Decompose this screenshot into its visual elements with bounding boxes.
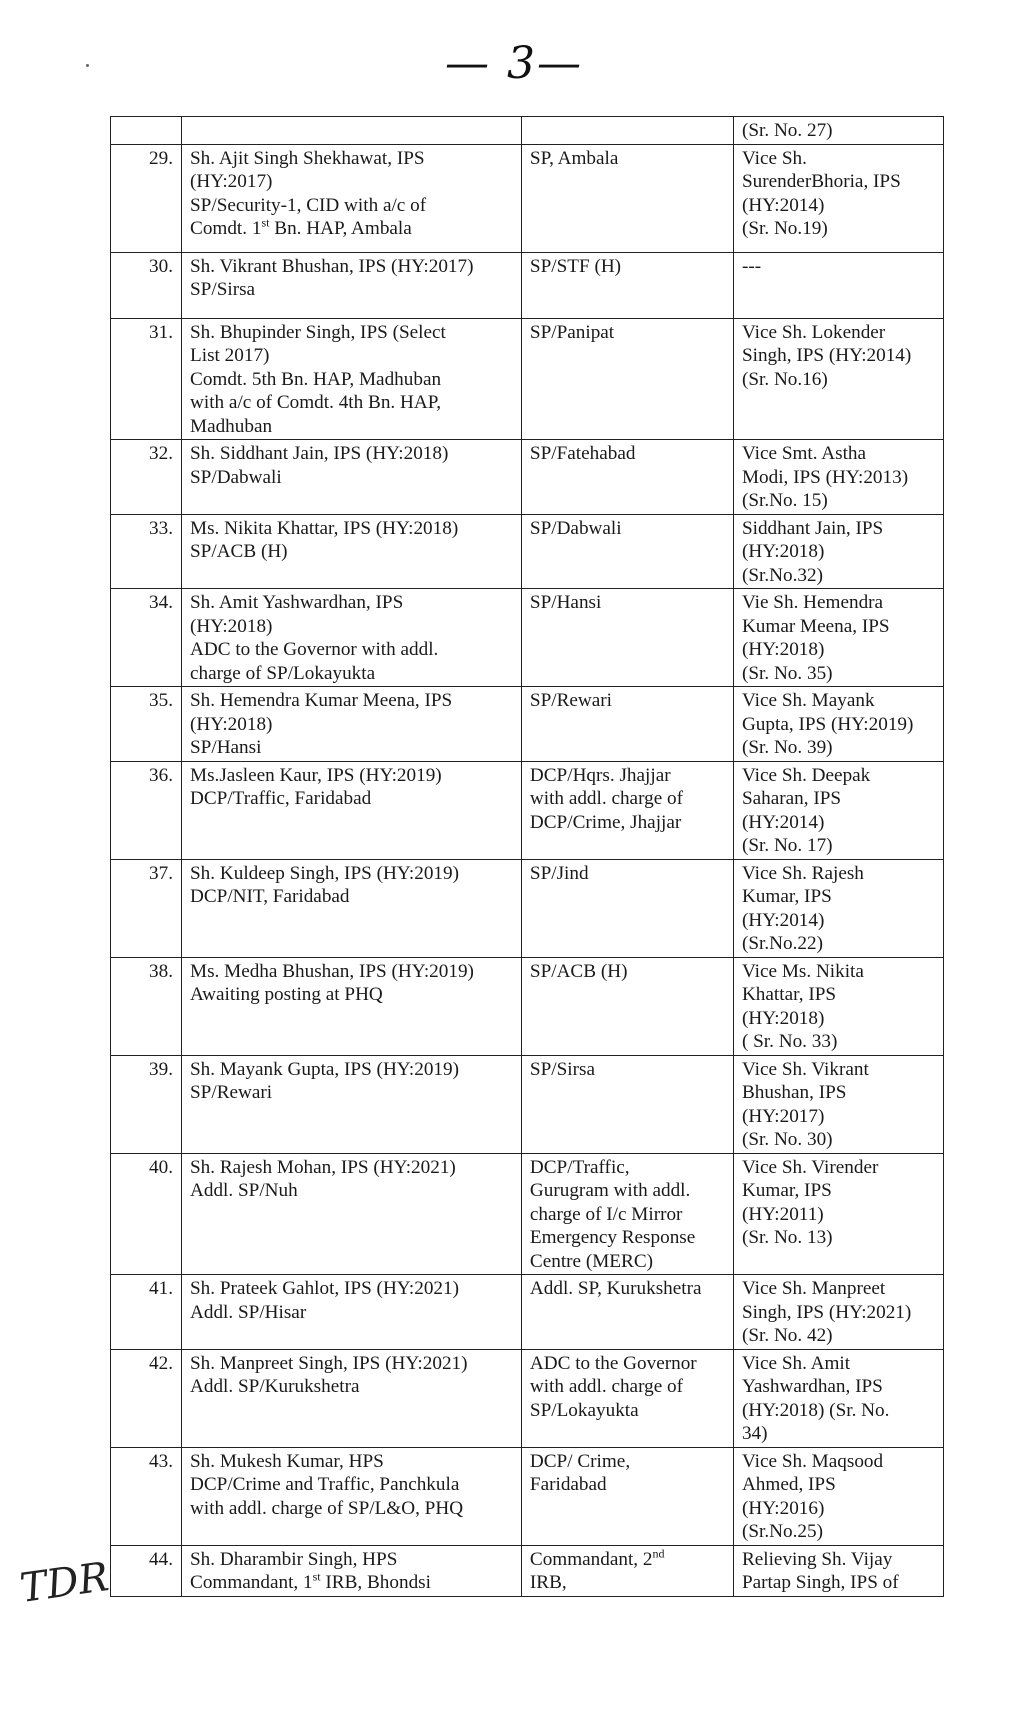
table-row bbox=[111, 1349, 944, 1447]
serial-number-cell: 39. bbox=[111, 1055, 182, 1153]
table-row bbox=[111, 440, 944, 515]
cell-line: Saharan, IPS bbox=[741, 788, 842, 809]
cell-line: DCP/Crime, Jhajjar bbox=[529, 811, 682, 833]
ordinal-suffix: nd bbox=[652, 1546, 665, 1561]
posting-cell bbox=[521, 859, 733, 957]
remarks-cell bbox=[733, 957, 943, 1055]
cell-line: DCP/Hqrs. Jhajjar bbox=[529, 764, 671, 786]
cell-line: (HY:2014) bbox=[741, 909, 825, 931]
cell-line: (HY:2014) bbox=[741, 194, 825, 216]
officer-cell bbox=[182, 1349, 522, 1447]
cell-line: Comdt. 5th Bn. HAP, Madhuban bbox=[190, 368, 442, 390]
cell-line: Emergency Response bbox=[529, 1227, 696, 1248]
cell-line: (Sr. No. 35) bbox=[741, 662, 833, 684]
serial-number-cell: 44. bbox=[111, 1545, 182, 1596]
serial-number-cell: 29. bbox=[111, 144, 182, 252]
cell-line: DCP/ Crime, bbox=[529, 1450, 631, 1472]
cell-line: Vice Sh. Amit bbox=[741, 1352, 851, 1374]
cell-line: Kumar, IPS bbox=[741, 1180, 832, 1201]
table-row bbox=[111, 1275, 944, 1350]
remarks-cell bbox=[733, 318, 943, 440]
cell-line: Kumar Meena, IPS bbox=[741, 615, 890, 637]
cell-line: Sh. Hemendra Kumar Meena, IPS bbox=[190, 690, 453, 711]
cell-line: Sh. Manpreet Singh, IPS (HY:2021) bbox=[190, 1352, 468, 1374]
officer-cell bbox=[182, 1153, 522, 1275]
cell-line: (HY:2018) bbox=[190, 615, 273, 637]
cell-line: (HY:2011) bbox=[741, 1203, 824, 1225]
cell-line: IRB, bbox=[529, 1572, 567, 1593]
cell-line: SP/Rewari bbox=[190, 1082, 273, 1103]
cell-line: Commandant, 1st IRB, Bhondsi bbox=[190, 1569, 431, 1593]
remarks-cell bbox=[733, 687, 943, 762]
cell-line: Madhuban bbox=[190, 415, 273, 437]
posting-cell bbox=[521, 514, 733, 589]
cell-line: Vice Sh. Manpreet bbox=[741, 1278, 886, 1299]
cell-line: SP/STF (H) bbox=[529, 255, 622, 277]
remarks-cell bbox=[733, 1055, 943, 1153]
cell-line: (Sr.No.22) bbox=[741, 933, 823, 954]
remarks-cell bbox=[733, 859, 943, 957]
cell-line: (Sr. No. 17) bbox=[741, 835, 833, 856]
cell-line: SP/Sirsa bbox=[529, 1058, 595, 1080]
cell-line: Vie Sh. Hemendra bbox=[741, 592, 884, 613]
remarks-cell bbox=[733, 761, 943, 859]
posting-cell bbox=[521, 1153, 733, 1275]
cell-line: Sh. Prateek Gahlot, IPS (HY:2021) bbox=[190, 1278, 459, 1299]
cell-line: (HY:2016) bbox=[741, 1497, 825, 1519]
posting-cell bbox=[521, 589, 733, 687]
cell-line: SP/Panipat bbox=[529, 321, 615, 343]
cell-line: DCP/NIT, Faridabad bbox=[190, 886, 350, 907]
posting-cell bbox=[521, 318, 733, 440]
cell-line: SP/Jind bbox=[529, 862, 589, 884]
cell-line: Ms. Nikita Khattar, IPS (HY:2018) bbox=[190, 517, 459, 539]
cell-line: with addl. charge of SP/L&O, PHQ bbox=[190, 1497, 464, 1519]
cell-line: Gupta, IPS (HY:2019) bbox=[741, 713, 914, 735]
table-row bbox=[111, 957, 944, 1055]
serial-number-cell: 37. bbox=[111, 859, 182, 957]
cell-line: (HY:2018) bbox=[190, 713, 273, 735]
cell-line: Vice Ms. Nikita bbox=[741, 960, 864, 982]
remarks-cell bbox=[733, 1349, 943, 1447]
cell-line: 34) bbox=[741, 1423, 768, 1444]
cell-line: (Sr.No.32) bbox=[741, 564, 823, 586]
officer-cell bbox=[182, 514, 522, 589]
cell-line: (Sr.No.25) bbox=[741, 1521, 823, 1542]
officer-cell bbox=[182, 1275, 522, 1350]
cell-line: with a/c of Comdt. 4th Bn. HAP, bbox=[190, 392, 442, 413]
cell-line: Siddhant Jain, IPS bbox=[741, 517, 884, 539]
page-number: — 3— bbox=[445, 38, 583, 89]
cell-line: DCP/Traffic, bbox=[529, 1156, 630, 1178]
remarks-cell bbox=[733, 589, 943, 687]
cell-line: Sh. Vikrant Bhushan, IPS (HY:2017) bbox=[190, 255, 474, 277]
cell-line: (Sr. No. 30) bbox=[741, 1129, 833, 1150]
ordinal-suffix: st bbox=[312, 1569, 321, 1584]
cell-line: Vice Sh. Deepak bbox=[741, 764, 871, 786]
cell-line: Sh. Rajesh Mohan, IPS (HY:2021) bbox=[190, 1156, 456, 1178]
cell-line: Faridabad bbox=[529, 1474, 607, 1495]
cell-line: Comdt. 1st Bn. HAP, Ambala bbox=[190, 215, 412, 239]
cell-line: Addl. SP, Kurukshetra bbox=[529, 1278, 702, 1299]
cell-line: Sh. Amit Yashwardhan, IPS bbox=[190, 592, 404, 613]
serial-number-cell: 38. bbox=[111, 957, 182, 1055]
cell-line: Commandant, 2nd bbox=[529, 1546, 665, 1570]
cell-line: (HY:2018) bbox=[741, 1007, 825, 1029]
remarks-cell bbox=[733, 1153, 943, 1275]
table-row bbox=[111, 117, 944, 145]
cell-line: Vice Sh. Mayank bbox=[741, 690, 875, 711]
table-row bbox=[111, 589, 944, 687]
serial-number-cell: 33. bbox=[111, 514, 182, 589]
serial-number-cell: 42. bbox=[111, 1349, 182, 1447]
officer-cell bbox=[182, 1545, 522, 1596]
cell-line: charge of I/c Mirror bbox=[529, 1203, 683, 1225]
officer-cell bbox=[182, 957, 522, 1055]
officer-cell bbox=[182, 144, 522, 252]
table-row bbox=[111, 318, 944, 440]
table-row bbox=[111, 1447, 944, 1545]
cell-line: Gurugram with addl. bbox=[529, 1180, 691, 1201]
cell-line: Kumar, IPS bbox=[741, 886, 832, 907]
remarks-cell bbox=[733, 440, 943, 515]
cell-line: Ahmed, IPS bbox=[741, 1474, 836, 1495]
posting-cell bbox=[521, 1545, 733, 1596]
serial-number-cell: 41. bbox=[111, 1275, 182, 1350]
cell-line: (HY:2014) bbox=[741, 811, 825, 833]
officer-cell bbox=[182, 1055, 522, 1153]
cell-line: ADC to the Governor bbox=[529, 1352, 697, 1374]
cell-line: ADC to the Governor with addl. bbox=[190, 639, 439, 660]
cell-line: SP/ACB (H) bbox=[529, 960, 628, 982]
cell-line: (Sr. No.19) bbox=[741, 218, 828, 239]
cell-line: SP/Hansi bbox=[190, 737, 262, 758]
remarks-cell bbox=[733, 117, 943, 145]
table-row bbox=[111, 1153, 944, 1275]
cell-line: DCP/Crime and Traffic, Panchkula bbox=[190, 1474, 460, 1495]
cell-line: SP, Ambala bbox=[529, 147, 619, 169]
table-row bbox=[111, 859, 944, 957]
cell-line: Addl. SP/Kurukshetra bbox=[190, 1376, 360, 1397]
officer-cell bbox=[182, 318, 522, 440]
posting-cell bbox=[521, 1055, 733, 1153]
cell-line: Sh. Mukesh Kumar, HPS bbox=[190, 1450, 384, 1472]
posting-cell bbox=[521, 117, 733, 145]
cell-line: (HY:2018) (Sr. No. bbox=[741, 1399, 890, 1421]
cell-line: Vice Sh. Maqsood bbox=[741, 1450, 884, 1472]
cell-line: (Sr. No. 42) bbox=[741, 1325, 833, 1346]
cell-line: (Sr. No. 13) bbox=[741, 1227, 833, 1248]
remarks-cell bbox=[733, 252, 943, 318]
cell-line: Sh. Bhupinder Singh, IPS (Select bbox=[190, 321, 446, 343]
cell-line: Relieving Sh. Vijay bbox=[741, 1548, 893, 1570]
cell-line: with addl. charge of bbox=[529, 788, 684, 809]
officer-cell bbox=[182, 117, 522, 145]
handwritten-initials: TDR bbox=[17, 1554, 112, 1612]
serial-number-cell bbox=[111, 117, 182, 145]
cell-line: (Sr. No. 27) bbox=[741, 120, 833, 141]
serial-number-cell: 32. bbox=[111, 440, 182, 515]
officer-cell bbox=[182, 440, 522, 515]
table-body bbox=[111, 117, 944, 1597]
cell-line: Sh. Dharambir Singh, HPS bbox=[190, 1548, 398, 1570]
cell-line: Khattar, IPS bbox=[741, 984, 837, 1005]
cell-line: Ms. Medha Bhushan, IPS (HY:2019) bbox=[190, 960, 474, 982]
cell-line: DCP/Traffic, Faridabad bbox=[190, 788, 372, 809]
posting-cell bbox=[521, 1275, 733, 1350]
posting-cell bbox=[521, 252, 733, 318]
serial-number-cell: 34. bbox=[111, 589, 182, 687]
table-row bbox=[111, 1055, 944, 1153]
remarks-cell bbox=[733, 1275, 943, 1350]
remarks-cell bbox=[733, 1447, 943, 1545]
cell-line: Vice Sh. Rajesh bbox=[741, 862, 864, 884]
cell-line: (HY:2017) bbox=[190, 171, 273, 192]
posting-cell bbox=[521, 1349, 733, 1447]
cell-line: SP/Sirsa bbox=[190, 279, 256, 300]
cell-line: Sh. Ajit Singh Shekhawat, IPS bbox=[190, 147, 425, 169]
officer-cell bbox=[182, 252, 522, 318]
cell-line: SP/Rewari bbox=[529, 690, 612, 711]
cell-line: ( Sr. No. 33) bbox=[741, 1031, 838, 1052]
cell-line: Ms.Jasleen Kaur, IPS (HY:2019) bbox=[190, 764, 442, 786]
cell-line: List 2017) bbox=[190, 345, 270, 366]
cell-line: SP/Security-1, CID with a/c of bbox=[190, 194, 427, 216]
cell-line: SP/Lokayukta bbox=[529, 1399, 639, 1421]
cell-line: Modi, IPS (HY:2013) bbox=[741, 466, 909, 488]
cell-line: Vice Sh. Lokender bbox=[741, 321, 886, 343]
ordinal-suffix: st bbox=[261, 215, 270, 230]
cell-line: Addl. SP/Hisar bbox=[190, 1301, 307, 1323]
table-row bbox=[111, 761, 944, 859]
cell-line: charge of SP/Lokayukta bbox=[190, 662, 376, 684]
cell-line: Addl. SP/Nuh bbox=[190, 1180, 298, 1201]
posting-cell bbox=[521, 957, 733, 1055]
serial-number-cell: 36. bbox=[111, 761, 182, 859]
officer-cell bbox=[182, 1447, 522, 1545]
cell-line: (Sr. No.16) bbox=[741, 368, 828, 390]
officer-cell bbox=[182, 589, 522, 687]
officer-cell bbox=[182, 859, 522, 957]
remarks-cell bbox=[733, 1545, 943, 1596]
remarks-cell bbox=[733, 144, 943, 252]
officer-cell bbox=[182, 687, 522, 762]
cell-line: Singh, IPS (HY:2014) bbox=[741, 345, 912, 366]
serial-number-cell: 35. bbox=[111, 687, 182, 762]
cell-line: SP/ACB (H) bbox=[190, 541, 288, 562]
cell-line: SP/Dabwali bbox=[529, 517, 622, 539]
table-row bbox=[111, 144, 944, 252]
serial-number-cell: 31. bbox=[111, 318, 182, 440]
cell-line: Centre (MERC) bbox=[529, 1250, 654, 1272]
cell-line: Sh. Mayank Gupta, IPS (HY:2019) bbox=[190, 1058, 459, 1080]
cell-line: Yashwardhan, IPS bbox=[741, 1376, 883, 1397]
table-row bbox=[111, 252, 944, 318]
cell-line: SP/Dabwali bbox=[190, 466, 282, 488]
cell-line: Sh. Kuldeep Singh, IPS (HY:2019) bbox=[190, 862, 460, 884]
posting-cell bbox=[521, 761, 733, 859]
table-row bbox=[111, 687, 944, 762]
posting-cell bbox=[521, 144, 733, 252]
scan-speck bbox=[86, 64, 89, 67]
serial-number-cell: 30. bbox=[111, 252, 182, 318]
cell-line: Singh, IPS (HY:2021) bbox=[741, 1301, 912, 1323]
cell-line: SP/Fatehabad bbox=[529, 443, 636, 464]
remarks-cell bbox=[733, 514, 943, 589]
serial-number-cell: 40. bbox=[111, 1153, 182, 1275]
cell-line: Sh. Siddhant Jain, IPS (HY:2018) bbox=[190, 443, 449, 464]
cell-line: (Sr.No. 15) bbox=[741, 490, 828, 511]
posting-cell bbox=[521, 440, 733, 515]
cell-line: Vice Sh. bbox=[741, 147, 807, 169]
cell-line: (HY:2017) bbox=[741, 1105, 825, 1127]
cell-line: Vice Sh. Virender bbox=[741, 1156, 879, 1178]
table-row bbox=[111, 1545, 944, 1596]
officer-cell bbox=[182, 761, 522, 859]
cell-line: (Sr. No. 39) bbox=[741, 737, 833, 758]
posting-table bbox=[110, 116, 944, 1597]
cell-line: Bhushan, IPS bbox=[741, 1082, 847, 1103]
cell-line: Partap Singh, IPS of bbox=[741, 1572, 899, 1593]
cell-line: --- bbox=[741, 255, 762, 277]
serial-number-cell: 43. bbox=[111, 1447, 182, 1545]
cell-line: Vice Smt. Astha bbox=[741, 443, 867, 464]
cell-line: SurenderBhoria, IPS bbox=[741, 171, 901, 192]
cell-line: Vice Sh. Vikrant bbox=[741, 1058, 869, 1080]
cell-line: SP/Hansi bbox=[529, 592, 602, 613]
cell-line: Awaiting posting at PHQ bbox=[190, 984, 383, 1005]
cell-line: (HY:2018) bbox=[741, 541, 825, 562]
cell-line: (HY:2018) bbox=[741, 639, 825, 660]
cell-line: with addl. charge of bbox=[529, 1376, 684, 1397]
posting-cell bbox=[521, 687, 733, 762]
table-row bbox=[111, 514, 944, 589]
posting-cell bbox=[521, 1447, 733, 1545]
